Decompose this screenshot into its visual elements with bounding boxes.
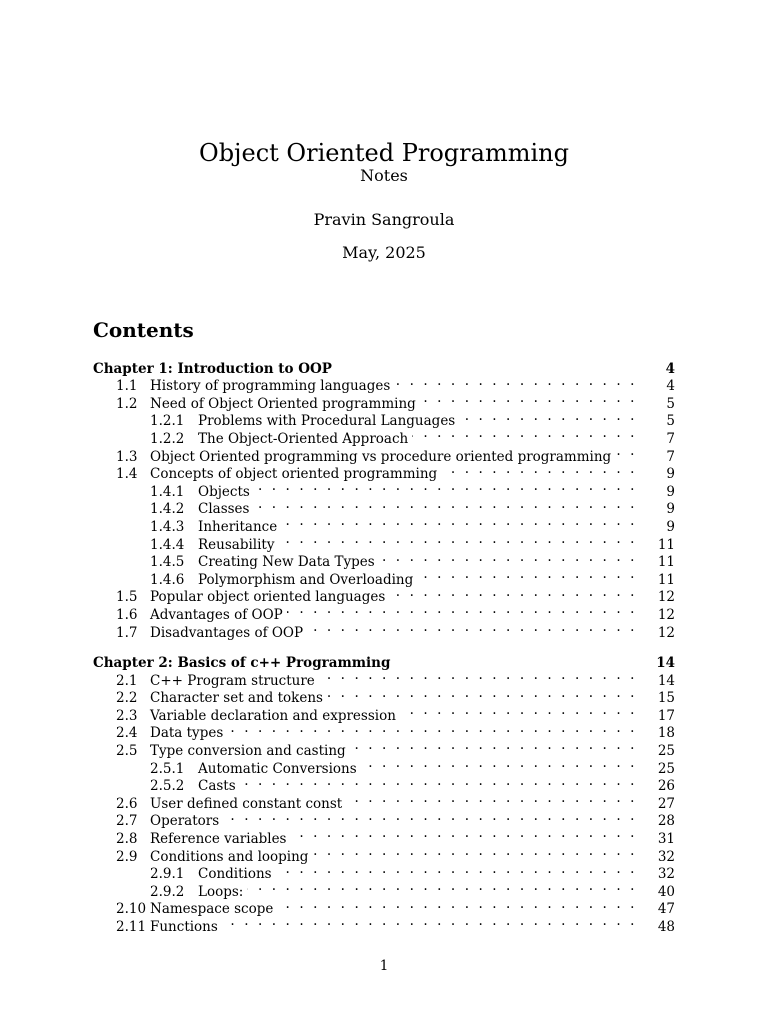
toc-section-row[interactable] <box>93 720 675 742</box>
contents-heading: Contents <box>93 318 194 342</box>
toc-entry-number: 1.4.6 <box>150 571 185 588</box>
toc-chapter-title: Chapter 1: Introduction to OOP <box>93 361 336 379</box>
toc-entry-number: 2.2 <box>116 690 138 707</box>
toc-entry-number: 2.4 <box>116 725 138 742</box>
toc-entry-number: 1.6 <box>116 606 138 623</box>
toc-section-row[interactable] <box>93 667 675 689</box>
toc-section-row[interactable] <box>93 790 675 812</box>
toc-entry-title: Disadvantages of OOP <box>150 625 307 643</box>
toc-entry-title: Loops: <box>198 884 247 902</box>
toc-entry-page: 31 <box>657 831 675 848</box>
toc-entry-number: 2.6 <box>116 795 138 812</box>
toc-entry-page: 9 <box>666 466 675 483</box>
toc-entry-number: 1.7 <box>116 624 138 641</box>
toc-leader <box>327 685 637 703</box>
toc-entry-number: 2.9 <box>116 848 138 865</box>
toc-entry-title: History of programming languages <box>150 378 394 396</box>
toc-leader <box>379 549 637 567</box>
toc-leader <box>291 825 638 843</box>
toc-entry-page: 25 <box>657 743 675 760</box>
toc-leader <box>240 773 637 791</box>
toc-entry-title: Inheritance <box>198 519 281 537</box>
toc-entry-page: 18 <box>657 725 675 742</box>
toc-entry-page: 12 <box>657 606 675 623</box>
toc-entry-number: 1.5 <box>116 589 138 606</box>
toc-entry-page: 28 <box>657 813 675 830</box>
toc-leader <box>277 896 637 914</box>
toc-entry-number: 1.2.2 <box>150 430 185 447</box>
toc-leader <box>276 861 637 879</box>
toc-leader <box>400 702 637 720</box>
toc-section-row[interactable] <box>93 390 675 412</box>
toc-entry-page: 7 <box>666 448 675 465</box>
toc-entry-number: 1.1 <box>116 378 138 395</box>
toc-entry-page: 9 <box>666 483 675 500</box>
toc-leader <box>319 667 637 685</box>
toc-leader <box>417 566 637 584</box>
document-author: Pravin Sangroula <box>313 210 455 229</box>
toc-entry-page: 17 <box>657 707 675 724</box>
toc-entry-number: 1.4.2 <box>150 501 185 518</box>
toc-entry-page: 4 <box>666 378 675 395</box>
toc-entry-title: Polymorphism and Overloading <box>198 572 417 590</box>
toc-subsection-row[interactable] <box>93 496 675 518</box>
toc-section-row[interactable] <box>93 702 675 724</box>
toc-section-row[interactable] <box>93 737 675 760</box>
toc-entry-number: 2.5.2 <box>150 778 185 795</box>
toc-entry-page: 11 <box>657 554 675 571</box>
toc-entry-title: Operators <box>150 813 223 831</box>
toc-leader <box>227 720 637 738</box>
toc-entry-page: 12 <box>657 589 675 606</box>
toc-leader <box>394 650 637 668</box>
toc-subsection-row[interactable] <box>93 531 675 553</box>
toc-entry-page: 48 <box>657 919 675 935</box>
toc-entry-number: 1.4 <box>116 466 138 483</box>
toc-section-row[interactable] <box>93 685 675 707</box>
toc-section-row[interactable] <box>93 584 675 606</box>
toc-leader <box>307 619 637 637</box>
toc-leader <box>312 843 637 861</box>
toc-section-row[interactable] <box>93 808 675 830</box>
toc-entry-number: 1.2.1 <box>150 413 185 430</box>
toc-leader <box>254 478 637 496</box>
toc-subsection-row[interactable] <box>93 566 675 588</box>
toc-leader <box>278 531 637 549</box>
toc-entry-page: 14 <box>657 672 675 689</box>
toc-entry-title: User defined constant const <box>150 796 346 814</box>
toc-leader <box>222 913 637 931</box>
toc-section-row[interactable] <box>93 913 675 935</box>
toc-entry-page: 5 <box>666 413 675 430</box>
toc-leader <box>441 461 637 479</box>
toc-section-row[interactable] <box>93 843 675 865</box>
toc-entry-number: 1.2 <box>116 395 138 412</box>
toc-leader <box>350 737 637 755</box>
toc-section-row[interactable] <box>93 619 675 641</box>
toc-leader <box>412 425 637 443</box>
document-title: Object Oriented Programming <box>199 139 569 167</box>
toc-entry-title: Objects <box>198 484 254 502</box>
toc-entry-page: 7 <box>666 430 675 447</box>
toc-chapter-title: Chapter 2: Basics of c++ Programming <box>93 655 394 673</box>
toc-entry-page: 27 <box>657 795 675 812</box>
toc-leader <box>346 790 637 808</box>
toc-leader <box>389 584 637 602</box>
toc-entry-number: 2.5 <box>116 743 138 760</box>
document-date: May, 2025 <box>342 243 426 262</box>
toc-entry-title: Problems with Procedural Languages <box>198 413 459 431</box>
toc-chapter-page: 14 <box>656 655 675 672</box>
toc-chapter-row[interactable] <box>93 355 675 377</box>
toc-section-row[interactable] <box>93 601 675 623</box>
page-number: 1 <box>379 958 389 974</box>
toc-chapter-row[interactable] <box>93 650 675 672</box>
toc-section-row[interactable] <box>93 896 675 918</box>
toc-chapter-page: 4 <box>665 360 675 377</box>
toc-entry-page: 11 <box>657 571 675 588</box>
toc-entry-title: Type conversion and casting <box>150 743 350 761</box>
toc-entry-page: 12 <box>657 624 675 641</box>
toc-subsection-row[interactable] <box>93 425 675 447</box>
toc-section-row[interactable] <box>93 461 675 483</box>
toc-entry-title: Conditions and looping <box>150 849 312 867</box>
toc-entry-title: Popular object oriented languages <box>150 589 389 607</box>
toc-leader <box>394 373 637 391</box>
toc-entry-title: Creating New Data Types <box>198 554 379 572</box>
toc-entry-number: 2.1 <box>116 672 138 689</box>
toc-subsection-row[interactable] <box>93 408 675 430</box>
toc-entry-number: 1.4.5 <box>150 554 185 571</box>
toc-entry-number: 2.9.1 <box>150 866 185 883</box>
toc-leader <box>615 443 637 461</box>
toc-entry-number: 1.4.4 <box>150 536 185 553</box>
toc-section-row[interactable] <box>93 373 675 395</box>
toc-entry-number: 2.11 <box>116 919 147 935</box>
toc-entry-title: Character set and tokens <box>150 690 327 708</box>
toc-entry-title: Concepts of object oriented programming <box>150 466 441 484</box>
toc-entry-page: 32 <box>657 866 675 883</box>
toc-entry-page: 26 <box>657 778 675 795</box>
toc-leader <box>247 878 637 896</box>
toc-entry-number: 1.4.3 <box>150 518 185 535</box>
toc-entry-page: 9 <box>666 518 675 535</box>
toc-entry-page: 40 <box>657 883 675 900</box>
toc-subsection-row[interactable] <box>93 478 675 500</box>
toc-entry-title: C++ Program structure <box>150 673 319 691</box>
toc-entry-number: 2.3 <box>116 707 138 724</box>
toc-entry-title: Casts <box>198 778 240 796</box>
toc-leader <box>361 755 637 773</box>
toc-entry-title: Data types <box>150 725 227 743</box>
toc-entry-number: 2.5.1 <box>150 760 185 777</box>
toc-entry-number: 2.10 <box>116 901 147 918</box>
toc-subsection-row[interactable] <box>93 513 675 535</box>
toc-entry-title: Variable declaration and expression <box>150 708 400 726</box>
toc-entry-page: 9 <box>666 501 675 518</box>
toc-entry-page: 25 <box>657 760 675 777</box>
toc-section-row[interactable] <box>93 825 675 848</box>
toc-subsection-row[interactable] <box>93 773 675 795</box>
toc-entry-page: 15 <box>657 690 675 707</box>
toc-entry-title: The Object-Oriented Approach <box>198 431 412 449</box>
toc-subsection-row[interactable] <box>93 755 675 777</box>
table-of-contents <box>93 355 675 935</box>
toc-leader <box>459 408 637 426</box>
toc-subsection-row[interactable] <box>93 549 675 571</box>
toc-entry-number: 2.9.2 <box>150 883 185 900</box>
toc-entry-title: Functions <box>150 919 222 937</box>
toc-entry-number: 2.8 <box>116 831 138 848</box>
document-subtitle: Notes <box>360 166 408 185</box>
toc-leader <box>287 601 637 619</box>
toc-leader <box>223 808 637 826</box>
toc-entry-page: 32 <box>657 848 675 865</box>
toc-entry-title: Need of Object Oriented programming <box>150 396 420 414</box>
toc-subsection-row[interactable] <box>93 878 675 900</box>
toc-entry-number: 1.3 <box>116 448 138 465</box>
toc-leader <box>420 390 637 408</box>
toc-entry-title: Namespace scope <box>150 901 277 919</box>
toc-entry-page: 11 <box>657 536 675 553</box>
toc-entry-number: 2.7 <box>116 813 138 830</box>
toc-entry-title: Automatic Conversions <box>198 761 361 779</box>
toc-entry-title: Advantages of OOP <box>150 607 287 625</box>
toc-entry-title: Classes <box>198 501 253 519</box>
toc-section-row[interactable] <box>93 443 675 465</box>
toc-leader <box>281 513 637 531</box>
toc-entry-title: Reference variables <box>150 831 291 849</box>
toc-entry-page: 47 <box>657 901 675 918</box>
toc-leader <box>253 496 637 514</box>
toc-entry-title: Conditions <box>198 866 276 884</box>
toc-entry-title: Object Oriented programming vs procedure oriented programming <box>150 449 615 467</box>
toc-entry-page: 5 <box>666 395 675 412</box>
toc-leader <box>336 355 637 373</box>
toc-entry-title: Reusability <box>198 537 278 555</box>
toc-entry-number: 1.4.1 <box>150 483 185 500</box>
toc-subsection-row[interactable] <box>93 861 675 883</box>
